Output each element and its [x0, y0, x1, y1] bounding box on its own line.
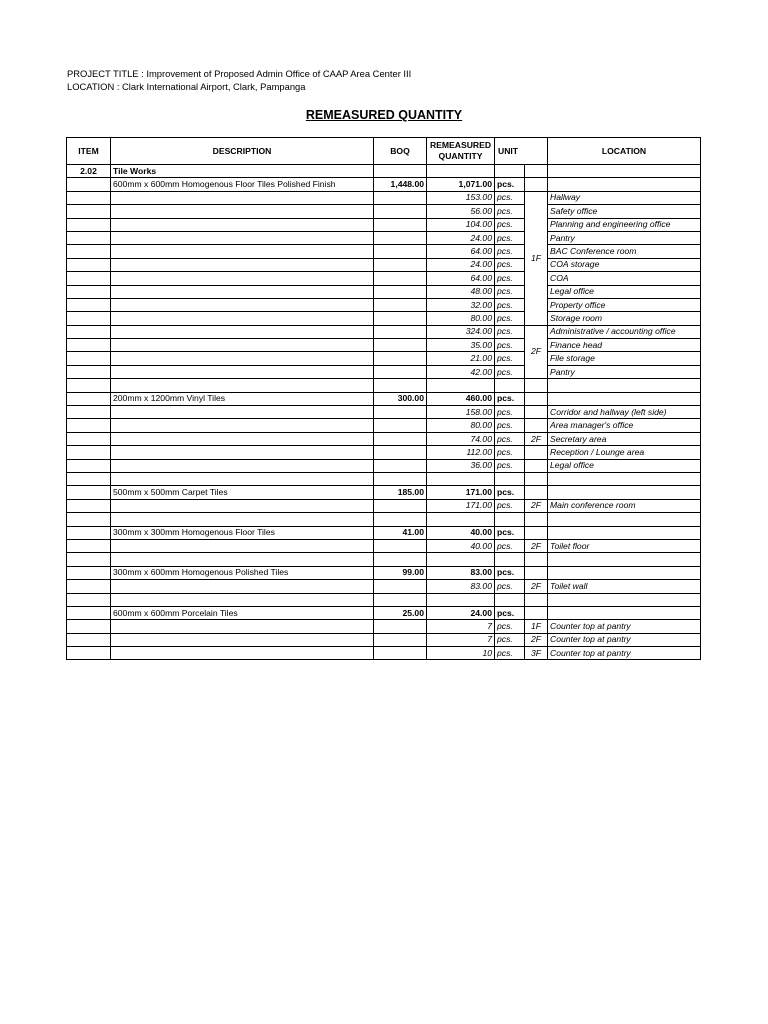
boq-cell [374, 419, 427, 432]
unit-cell: pcs. [495, 205, 525, 218]
description-cell [111, 245, 374, 258]
table-row [67, 472, 701, 485]
unit-cell: pcs. [495, 231, 525, 244]
boq-cell [374, 406, 427, 419]
floor-cell [525, 459, 548, 472]
unit-cell: pcs. [495, 285, 525, 298]
boq-cell [374, 432, 427, 445]
remeasured-qty-cell: 10 [427, 647, 495, 660]
floor-cell: 2F [525, 580, 548, 593]
table-body [67, 165, 701, 660]
remeasured-qty-cell: 153.00 [427, 191, 495, 204]
floor-cell [525, 178, 548, 191]
description-cell [111, 499, 374, 512]
table-row [67, 258, 701, 271]
unit-cell: pcs. [495, 432, 525, 445]
location-cell: Toilet floor [548, 539, 701, 552]
unit-cell: pcs. [495, 486, 525, 499]
item-cell [67, 499, 111, 512]
boq-cell [374, 272, 427, 285]
location-cell: Main conference room [548, 499, 701, 512]
remeasured-qty-cell [427, 379, 495, 392]
item-cell [67, 432, 111, 445]
item-cell [67, 298, 111, 311]
table-row [67, 513, 701, 526]
table-row [67, 459, 701, 472]
unit-cell: pcs. [495, 647, 525, 660]
table-row [67, 499, 701, 512]
table-row [67, 365, 701, 378]
location-cell: BAC Conference room [548, 245, 701, 258]
document-header [67, 67, 411, 93]
description-cell [111, 446, 374, 459]
remeasured-qty-cell: 32.00 [427, 298, 495, 311]
location-cell [548, 526, 701, 539]
unit-cell: pcs. [495, 526, 525, 539]
floor-cell [525, 566, 548, 579]
unit-cell: pcs. [495, 365, 525, 378]
remeasured-qty-cell [427, 513, 495, 526]
remeasured-qty-cell: 42.00 [427, 365, 495, 378]
item-cell [67, 272, 111, 285]
item-cell [67, 553, 111, 566]
boq-cell [374, 365, 427, 378]
table-row [67, 647, 701, 660]
location-cell: Area manager's office [548, 419, 701, 432]
description-cell: 300mm x 600mm Homogenous Polished Tiles [111, 566, 374, 579]
remeasured-qty-cell: 64.00 [427, 272, 495, 285]
table-header-row [67, 138, 701, 165]
table-row [67, 633, 701, 646]
description-cell [111, 459, 374, 472]
remeasured-qty-cell: 7 [427, 633, 495, 646]
floor-cell [525, 526, 548, 539]
description-cell [111, 419, 374, 432]
unit-cell: pcs. [495, 392, 525, 405]
floor-cell [525, 513, 548, 526]
location-cell [548, 472, 701, 485]
unit-cell: pcs. [495, 406, 525, 419]
description-cell [111, 580, 374, 593]
item-cell [67, 325, 111, 338]
item-cell [67, 245, 111, 258]
col-header-unit: UNIT [495, 138, 548, 165]
unit-cell: pcs. [495, 258, 525, 271]
unit-cell: pcs. [495, 298, 525, 311]
table-row [67, 606, 701, 619]
remeasured-qty-cell: 24.00 [427, 231, 495, 244]
location-cell: Legal office [548, 459, 701, 472]
floor-cell [525, 406, 548, 419]
remeasured-qty-cell: 171.00 [427, 486, 495, 499]
remeasured-qty-cell [427, 553, 495, 566]
boq-cell: 1,448.00 [374, 178, 427, 191]
location-cell: Pantry [548, 365, 701, 378]
location-cell: Legal office [548, 285, 701, 298]
remeasured-qty-cell: 324.00 [427, 325, 495, 338]
col-header-item: ITEM [67, 138, 111, 165]
location-cell [548, 566, 701, 579]
item-cell [67, 352, 111, 365]
remeasured-qty-cell: 74.00 [427, 432, 495, 445]
unit-cell: pcs. [495, 419, 525, 432]
floor-cell: 3F [525, 647, 548, 660]
description-cell [111, 553, 374, 566]
boq-cell [374, 459, 427, 472]
location-cell: Toilet wall [548, 580, 701, 593]
location-cell [548, 486, 701, 499]
project-title: PROJECT TITLE : Improvement of Proposed Admin Office of CAAP Area Center III [67, 68, 412, 79]
table-row [67, 272, 701, 285]
remeasured-qty-cell: 40.00 [427, 539, 495, 552]
description-cell [111, 379, 374, 392]
boq-cell [374, 191, 427, 204]
location-cell: COA storage [548, 258, 701, 271]
boq-cell [374, 352, 427, 365]
description-cell [111, 633, 374, 646]
floor-cell: 2F [525, 633, 548, 646]
floor-cell [525, 392, 548, 405]
item-cell [67, 620, 111, 633]
item-cell [67, 379, 111, 392]
boq-cell [374, 580, 427, 593]
unit-cell: pcs. [495, 245, 525, 258]
table-row [67, 352, 701, 365]
remeasured-qty-cell: 104.00 [427, 218, 495, 231]
unit-cell: pcs. [495, 272, 525, 285]
description-cell [111, 339, 374, 352]
table-row [67, 191, 701, 204]
location-cell: Counter top at pantry [548, 647, 701, 660]
boq-cell: 25.00 [374, 606, 427, 619]
description-cell [111, 620, 374, 633]
boq-cell [374, 593, 427, 606]
location-cell: Administrative / accounting office [548, 325, 701, 338]
location-cell: Counter top at pantry [548, 620, 701, 633]
table-row [67, 285, 701, 298]
table-row [67, 205, 701, 218]
floor-cell [525, 472, 548, 485]
unit-cell: pcs. [495, 339, 525, 352]
boq-cell [374, 258, 427, 271]
location-cell [548, 606, 701, 619]
item-cell [67, 231, 111, 244]
location-cell: Property office [548, 298, 701, 311]
location-cell: Storage room [548, 312, 701, 325]
description-cell: Tile Works [111, 165, 374, 178]
floor-cell [525, 593, 548, 606]
table-row [67, 178, 701, 191]
unit-cell [495, 379, 525, 392]
remeasured-qty-cell: 112.00 [427, 446, 495, 459]
item-cell [67, 633, 111, 646]
item-cell [67, 513, 111, 526]
remeasured-qty-cell: 35.00 [427, 339, 495, 352]
boq-cell [374, 285, 427, 298]
item-cell [67, 539, 111, 552]
boq-cell [374, 379, 427, 392]
description-cell: 600mm x 600mm Homogenous Floor Tiles Polished Finish [111, 178, 374, 191]
boq-cell [374, 553, 427, 566]
location-cell: File storage [548, 352, 701, 365]
floor-cell [525, 165, 548, 178]
col-header-location: LOCATION [548, 138, 701, 165]
table-row [67, 419, 701, 432]
table-row [67, 446, 701, 459]
location-cell [548, 593, 701, 606]
boq-cell: 99.00 [374, 566, 427, 579]
item-cell [67, 406, 111, 419]
item-cell: 2.02 [67, 165, 111, 178]
boq-cell [374, 298, 427, 311]
boq-cell: 185.00 [374, 486, 427, 499]
unit-cell: pcs. [495, 218, 525, 231]
floor-cell [525, 553, 548, 566]
table-row [67, 593, 701, 606]
description-cell [111, 365, 374, 378]
description-cell [111, 647, 374, 660]
boq-cell [374, 539, 427, 552]
unit-cell [495, 165, 525, 178]
unit-cell: pcs. [495, 352, 525, 365]
col-header-boq: BOQ [374, 138, 427, 165]
item-cell [67, 526, 111, 539]
description-cell [111, 432, 374, 445]
unit-cell: pcs. [495, 620, 525, 633]
quantity-table [66, 137, 701, 660]
floor-cell [525, 606, 548, 619]
item-cell [67, 606, 111, 619]
floor-cell: 2F [525, 325, 548, 379]
description-cell [111, 298, 374, 311]
remeasured-qty-cell [427, 165, 495, 178]
description-cell [111, 406, 374, 419]
item-cell [67, 285, 111, 298]
boq-cell [374, 218, 427, 231]
remeasured-qty-cell: 80.00 [427, 419, 495, 432]
unit-cell: pcs. [495, 446, 525, 459]
location-cell: Reception / Lounge area [548, 446, 701, 459]
remeasured-qty-cell: 1,071.00 [427, 178, 495, 191]
description-cell: 200mm x 1200mm Vinyl Tiles [111, 392, 374, 405]
unit-cell: pcs. [495, 325, 525, 338]
unit-cell: pcs. [495, 566, 525, 579]
document-title: REMEASURED QUANTITY [305, 108, 463, 122]
remeasured-qty-cell: 64.00 [427, 245, 495, 258]
item-cell [67, 392, 111, 405]
location-cell: Safety office [548, 205, 701, 218]
item-cell [67, 419, 111, 432]
item-cell [67, 593, 111, 606]
location-cell: Pantry [548, 231, 701, 244]
boq-cell [374, 205, 427, 218]
item-cell [67, 486, 111, 499]
boq-cell [374, 245, 427, 258]
remeasured-qty-cell: 171.00 [427, 499, 495, 512]
item-cell [67, 191, 111, 204]
unit-cell: pcs. [495, 191, 525, 204]
boq-cell [374, 339, 427, 352]
boq-cell: 300.00 [374, 392, 427, 405]
description-cell [111, 205, 374, 218]
table-row [67, 406, 701, 419]
boq-cell [374, 633, 427, 646]
table-row [67, 566, 701, 579]
floor-cell [525, 419, 548, 432]
remeasured-qty-cell [427, 472, 495, 485]
description-cell [111, 352, 374, 365]
table-row [67, 620, 701, 633]
unit-cell: pcs. [495, 499, 525, 512]
description-cell [111, 272, 374, 285]
location-cell [548, 553, 701, 566]
item-cell [67, 566, 111, 579]
location-cell: Secretary area [548, 432, 701, 445]
table-row [67, 245, 701, 258]
table-row [67, 298, 701, 311]
remeasured-qty-cell: 36.00 [427, 459, 495, 472]
table-row [67, 539, 701, 552]
description-cell [111, 513, 374, 526]
table-row [67, 218, 701, 231]
location-cell [548, 513, 701, 526]
description-cell [111, 593, 374, 606]
description-cell: 500mm x 500mm Carpet Tiles [111, 486, 374, 499]
unit-cell: pcs. [495, 178, 525, 191]
remeasured-qty-cell: 460.00 [427, 392, 495, 405]
location-cell [548, 178, 701, 191]
boq-cell [374, 312, 427, 325]
remeasured-qty-cell: 83.00 [427, 580, 495, 593]
description-cell [111, 472, 374, 485]
location-cell: Counter top at pantry [548, 633, 701, 646]
boq-cell [374, 165, 427, 178]
description-cell [111, 325, 374, 338]
item-cell [67, 459, 111, 472]
remeasured-qty-cell: 24.00 [427, 258, 495, 271]
remeasured-qty-cell: 158.00 [427, 406, 495, 419]
description-cell [111, 539, 374, 552]
item-cell [67, 178, 111, 191]
boq-cell: 41.00 [374, 526, 427, 539]
table-row [67, 379, 701, 392]
item-cell [67, 472, 111, 485]
unit-cell: pcs. [495, 606, 525, 619]
remeasured-qty-cell: 80.00 [427, 312, 495, 325]
col-header-description: DESCRIPTION [111, 138, 374, 165]
item-cell [67, 339, 111, 352]
table-row [67, 312, 701, 325]
floor-cell [525, 379, 548, 392]
unit-cell: pcs. [495, 312, 525, 325]
table-row [67, 580, 701, 593]
boq-cell [374, 472, 427, 485]
boq-cell [374, 325, 427, 338]
remeasured-qty-cell [427, 593, 495, 606]
description-cell [111, 218, 374, 231]
item-cell [67, 218, 111, 231]
table-row [67, 231, 701, 244]
project-location: LOCATION : Clark International Airport, Clark, Pampanga [67, 81, 306, 92]
floor-cell: 1F [525, 620, 548, 633]
table-row [67, 526, 701, 539]
floor-cell: 2F [525, 539, 548, 552]
floor-cell [525, 446, 548, 459]
location-cell: Finance head [548, 339, 701, 352]
table-row [67, 325, 701, 338]
table-row [67, 165, 701, 178]
item-cell [67, 365, 111, 378]
remeasured-qty-cell: 83.00 [427, 566, 495, 579]
unit-cell [495, 472, 525, 485]
unit-cell [495, 513, 525, 526]
unit-cell [495, 553, 525, 566]
floor-cell: 1F [525, 191, 548, 325]
item-cell [67, 647, 111, 660]
boq-cell [374, 513, 427, 526]
unit-cell: pcs. [495, 459, 525, 472]
remeasured-qty-cell: 56.00 [427, 205, 495, 218]
description-cell [111, 258, 374, 271]
table-row [67, 432, 701, 445]
table-row [67, 392, 701, 405]
remeasured-qty-cell: 48.00 [427, 285, 495, 298]
table-row [67, 339, 701, 352]
location-cell [548, 165, 701, 178]
item-cell [67, 205, 111, 218]
description-cell [111, 312, 374, 325]
description-cell [111, 285, 374, 298]
location-cell [548, 379, 701, 392]
item-cell [67, 446, 111, 459]
floor-cell: 2F [525, 432, 548, 445]
location-cell: Corridor and hallway (left side) [548, 406, 701, 419]
unit-cell: pcs. [495, 539, 525, 552]
item-cell [67, 580, 111, 593]
remeasured-qty-cell: 21.00 [427, 352, 495, 365]
unit-cell [495, 593, 525, 606]
location-cell: Hallway [548, 191, 701, 204]
boq-cell [374, 647, 427, 660]
col-header-remeasured-quantity: REMEASURED QUANTITY [427, 138, 495, 165]
boq-cell [374, 446, 427, 459]
remeasured-qty-cell: 40.00 [427, 526, 495, 539]
unit-cell: pcs. [495, 580, 525, 593]
boq-cell [374, 620, 427, 633]
description-cell: 600mm x 600mm Porcelain Tiles [111, 606, 374, 619]
description-cell: 300mm x 300mm Homogenous Floor Tiles [111, 526, 374, 539]
item-cell [67, 312, 111, 325]
item-cell [67, 258, 111, 271]
unit-cell: pcs. [495, 633, 525, 646]
boq-cell [374, 499, 427, 512]
boq-cell [374, 231, 427, 244]
description-cell [111, 191, 374, 204]
table-row [67, 486, 701, 499]
table-row [67, 553, 701, 566]
location-cell: Planning and engineering office [548, 218, 701, 231]
description-cell [111, 231, 374, 244]
location-cell: COA [548, 272, 701, 285]
floor-cell: 2F [525, 499, 548, 512]
remeasured-qty-cell: 24.00 [427, 606, 495, 619]
floor-cell [525, 486, 548, 499]
location-cell [548, 392, 701, 405]
remeasured-qty-cell: 7 [427, 620, 495, 633]
